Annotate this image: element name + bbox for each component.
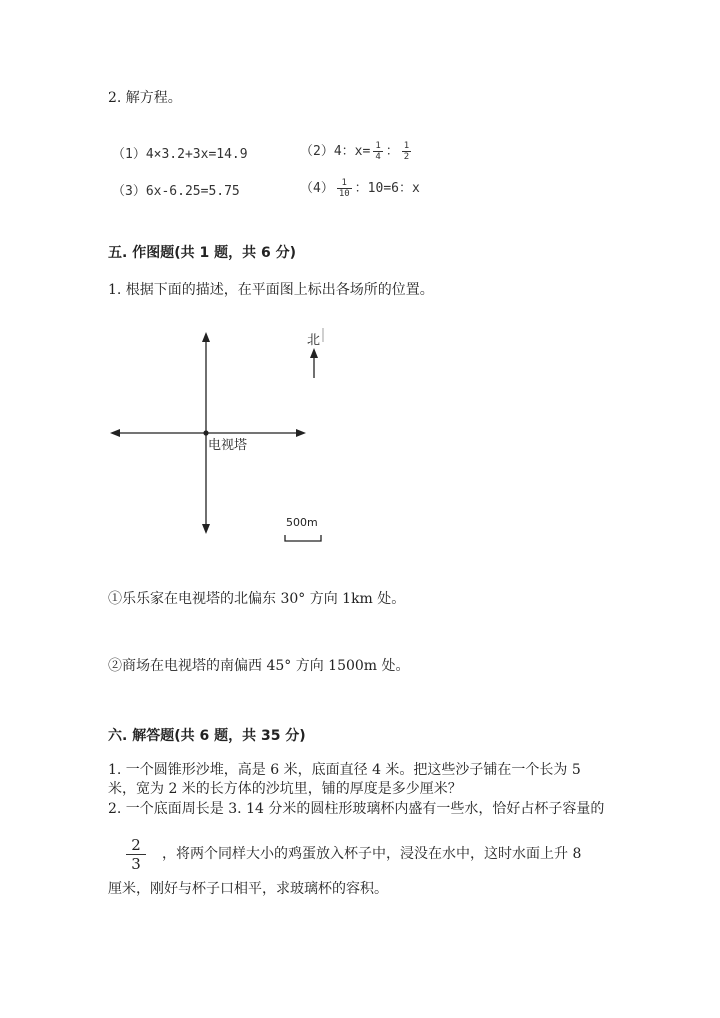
q1-line-1: 1. 一个圆锥形沙堆，高是 6 米，底面直径 4 米。把这些沙子铺在一个长为 5: [108, 762, 581, 778]
equation-4-label: （4）: [300, 181, 334, 196]
arrow-left-icon: [110, 429, 120, 437]
arrow-up-icon: [202, 332, 210, 342]
equation-1-expr: 4×3.2+3x=14.9: [145, 147, 248, 162]
direction-map: [100, 320, 360, 550]
q1-line-2: 米，宽为 2 米的长方体的沙坑里，铺的厚度是多少厘米？: [108, 781, 462, 797]
map-statement-1: ①乐乐家在电视塔的北偏东 30° 方向 1km 处。: [108, 591, 406, 607]
tv-tower-label: 电视塔: [208, 438, 248, 453]
equation-1: [112, 143, 248, 162]
q2-fraction-two-thirds: $\frac{2}{3}$: [126, 836, 146, 873]
solve-title: 2. 解方程。: [108, 90, 182, 106]
arrow-right-icon: [296, 429, 306, 437]
section-six-heading: 六. 解答题(共 6 题，共 35 分): [108, 728, 306, 744]
equation-4-tail: ：10=6：x: [354, 181, 420, 196]
scale-label: 500m: [286, 516, 318, 529]
section-five-heading: 五. 作图题(共 1 题，共 6 分): [108, 245, 296, 261]
equation-2-lead: 4：x=: [333, 144, 371, 159]
section-five-question: 1. 根据下面的描述，在平面图上标出各场所的位置。: [108, 282, 434, 298]
equation-3-expr: 6x-6.25=5.75: [145, 184, 240, 199]
equation-3: [112, 180, 240, 199]
equation-3-label: （3）: [112, 184, 146, 199]
fraction-one-quarter: $\frac{1}{4}$: [375, 141, 381, 162]
q2-line-1: 2. 一个底面周长是 3. 14 分米的圆柱形玻璃杯内盛有一些水，恰好占杯子容量的: [108, 801, 605, 817]
arrow-down-icon: [202, 524, 210, 534]
scale-bar-icon: [285, 535, 321, 541]
equation-4: [300, 177, 420, 199]
equation-2-colon: ：: [385, 144, 399, 159]
equation-2-label: （2）: [300, 144, 334, 159]
q2-line-3: 厘米，刚好与杯子口相平，求玻璃杯的容积。: [108, 881, 388, 897]
fraction-one-tenth: $\frac{1}{10}$: [338, 178, 350, 199]
q2-line-2: ，将两个同样大小的鸡蛋放入杯子中，浸没在水中，这时水面上升 8: [162, 846, 582, 862]
equation-1-label: （1）: [112, 147, 146, 162]
equation-2: [300, 140, 414, 162]
map-statement-2: ②商场在电视塔的南偏西 45° 方向 1500m 处。: [108, 658, 410, 674]
north-label: 北: [307, 333, 321, 348]
tv-tower-point: [203, 430, 208, 435]
fraction-one-half: $\frac{1}{2}$: [403, 141, 410, 162]
